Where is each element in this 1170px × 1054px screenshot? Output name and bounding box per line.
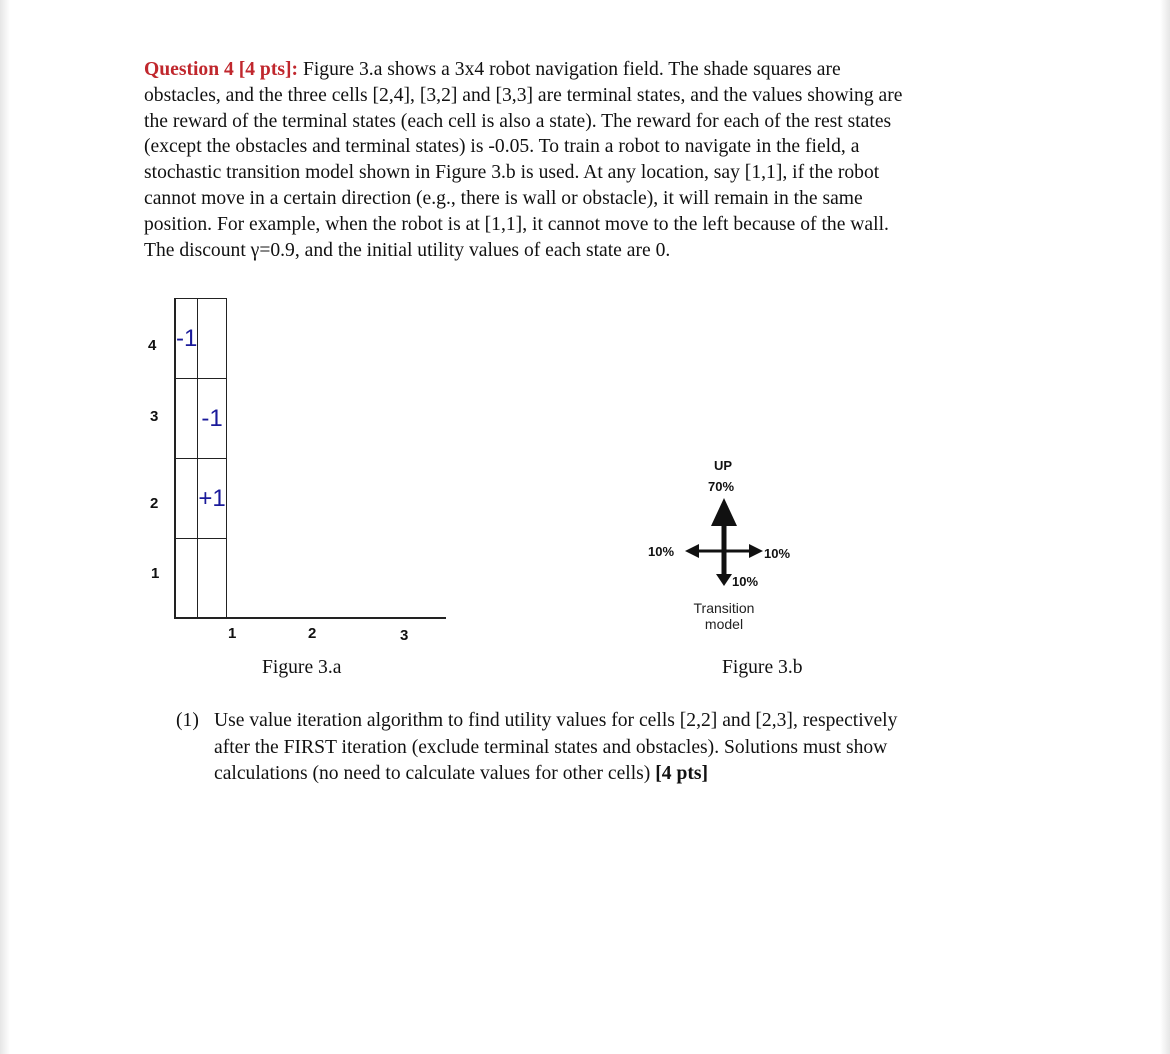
up-percent: 70% bbox=[708, 479, 735, 494]
question-line-6: cannot move in a certain direction (e.g., there is wall or obstacle), it will remain in the same bbox=[144, 187, 863, 209]
subquestion-1 bbox=[176, 708, 1026, 788]
cell-terminal-3-3: -1 bbox=[198, 379, 226, 459]
caption-figure-3b: Figure 3.b bbox=[722, 657, 803, 678]
question-line-4: (except the obstacles and terminal states) is -0.05. To train a robot to navigate in the field, a bbox=[144, 136, 860, 158]
cell-terminal-2-4: -1 bbox=[176, 299, 198, 379]
question-line-2: obstacles, and the three cells [2,4], [3,2] and [3,3] are terminal states, and the values showing are bbox=[144, 84, 903, 106]
cell-2-3 bbox=[176, 379, 198, 459]
subquestion-points: [4 pts] bbox=[655, 763, 709, 784]
cell-2-2 bbox=[176, 459, 198, 539]
transition-model-title bbox=[686, 600, 762, 632]
row-label-2: 2 bbox=[150, 495, 159, 512]
col-label-2: 2 bbox=[308, 625, 317, 642]
subquestion-line-2: after the FIRST iteration (exclude terminal states and obstacles). Solutions must show bbox=[214, 736, 888, 758]
question-line-7: position. For example, when the robot is at [1,1], it cannot move to the left because of the wall. bbox=[144, 213, 889, 235]
down-arrow-icon bbox=[716, 574, 732, 586]
navigation-grid bbox=[174, 298, 227, 619]
question-line-5: stochastic transition model shown in Figure 3.b is used. At any location, say [1,1], if the robot bbox=[144, 162, 880, 184]
cell-2-1 bbox=[176, 539, 198, 619]
question-heading: Question 4 [4 pts]: bbox=[144, 59, 299, 80]
up-arrow-icon bbox=[711, 498, 737, 526]
x-axis-line bbox=[174, 617, 446, 619]
down-percent: 10% bbox=[732, 574, 759, 589]
cell-3-1 bbox=[198, 539, 226, 619]
col-label-3: 3 bbox=[400, 627, 409, 644]
subquestion-line-3: calculations (no need to calculate values for other cells) bbox=[214, 763, 656, 784]
question-text bbox=[144, 57, 1024, 263]
cell-terminal-3-2: +1 bbox=[198, 459, 226, 539]
col-label-1: 1 bbox=[228, 625, 237, 642]
subquestion-line-1: Use value iteration algorithm to find utility values for cells [2,2] and [2,3], respectively bbox=[214, 710, 898, 731]
page-shadow-right bbox=[1160, 0, 1170, 1054]
figure-3b-transition-model bbox=[640, 450, 791, 650]
row-label-3: 3 bbox=[150, 408, 159, 425]
row-label-1: 1 bbox=[151, 565, 160, 582]
transition-arrows-icon bbox=[640, 450, 780, 590]
question-line-3: the reward of the terminal states (each cell is also a state). The reward for each of the rest states bbox=[144, 110, 892, 132]
right-arrow-icon bbox=[749, 544, 763, 558]
question-line-8: The discount γ=0.9, and the initial utility values of each state are 0. bbox=[144, 239, 671, 261]
transition-title-line1: Transition bbox=[693, 600, 755, 616]
page-shadow-left bbox=[0, 0, 10, 1054]
left-arrow-icon bbox=[685, 544, 699, 558]
caption-figure-3a: Figure 3.a bbox=[262, 657, 342, 678]
subquestion-number: (1) bbox=[176, 710, 199, 731]
left-percent: 10% bbox=[648, 544, 675, 559]
right-percent: 10% bbox=[764, 546, 791, 561]
cell-3-4 bbox=[198, 299, 226, 379]
transition-title-line2: model bbox=[704, 616, 744, 632]
row-label-4: 4 bbox=[148, 337, 157, 354]
up-label: UP bbox=[714, 458, 733, 473]
question-line-1: Figure 3.a shows a 3x4 robot navigation field. The shade squares are bbox=[298, 59, 841, 80]
